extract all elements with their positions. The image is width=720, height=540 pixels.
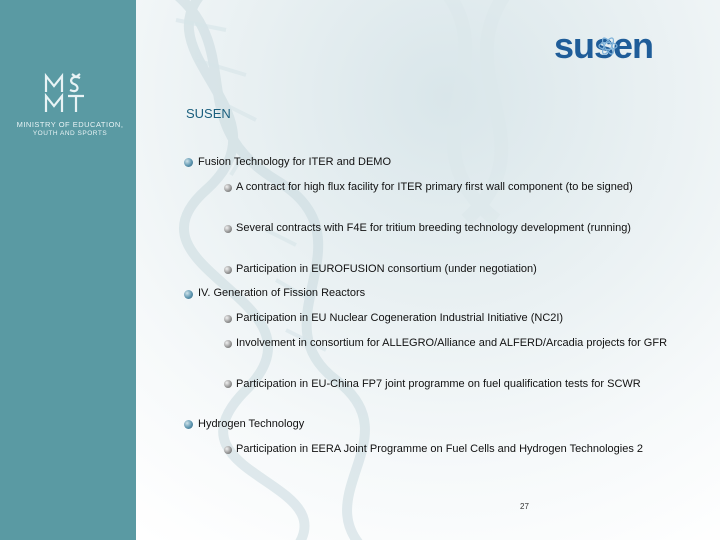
- sub-bullet-icon: [224, 315, 232, 323]
- section-heading: Hydrogen Technology: [198, 418, 305, 430]
- list-item: Involvement in consortium for ALLEGRO/Alliance and ALFERD/Arcadia projects for GFR: [236, 337, 668, 349]
- page-number: 27: [520, 502, 529, 511]
- sub-bullet-icon: [224, 266, 232, 274]
- sub-bullet-icon: [224, 340, 232, 348]
- bullet-icon: [184, 158, 193, 167]
- list-item: Participation in EU-China FP7 joint programme on fuel qualification tests for SCWR: [236, 378, 641, 390]
- msmt-logo-mark: [42, 72, 98, 116]
- list-item: Participation in EERA Joint Programme on Fuel Cells and Hydrogen Technologies 2: [236, 443, 644, 455]
- ministry-name-line2: YOUTH AND SPORTS: [32, 130, 108, 137]
- bullet-icon: [184, 290, 193, 299]
- list-item: Participation in EU Nuclear Cogeneration Industrial Initiative (NC2I): [236, 312, 564, 324]
- sub-bullet-icon: [224, 184, 232, 192]
- bullet-icon: [184, 420, 193, 429]
- sub-bullet-icon: [224, 380, 232, 388]
- ministry-name-line1: MINISTRY OF EDUCATION,: [16, 120, 124, 129]
- sub-bullet-icon: [224, 446, 232, 454]
- susen-logo: [552, 28, 690, 64]
- ministry-logo: [8, 72, 132, 137]
- list-item: Participation in EUROFUSION consortium (under negotiation): [236, 263, 537, 275]
- susen-logo-text: susen: [554, 28, 654, 64]
- sub-bullet-icon: [224, 225, 232, 233]
- section-heading: IV. Generation of Fission Reactors: [198, 287, 366, 299]
- slide-title: SUSEN: [186, 106, 231, 121]
- list-item: A contract for high flux facility for ITER primary first wall component (to be signed): [236, 181, 633, 193]
- list-item: Several contracts with F4E for tritium breeding technology development (running): [236, 222, 631, 234]
- section-heading: Fusion Technology for ITER and DEMO: [198, 156, 391, 168]
